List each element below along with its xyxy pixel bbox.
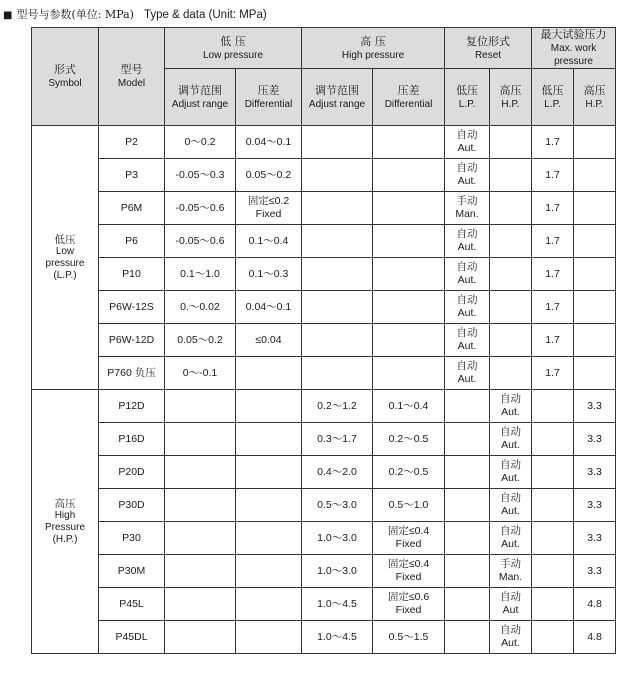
high-diff-cell — [373, 489, 445, 522]
reset-mode-cn: 自动 — [456, 261, 478, 273]
cell-value: P30 — [122, 531, 141, 544]
group-label-en: High — [54, 509, 76, 521]
cell-value: 1.7 — [545, 234, 560, 247]
reset-lp-cell — [445, 225, 490, 258]
max-lp-cell — [532, 456, 574, 489]
low-diff-cell — [236, 291, 302, 324]
cell-value: 0.3～1.7 — [317, 432, 357, 445]
reset-mode-cn: 自动 — [500, 426, 522, 438]
max-lp-cell — [532, 192, 574, 225]
reset-mode-en: Aut. — [501, 472, 520, 484]
header-low-adjust: 调节范围 Adjust range — [165, 69, 236, 126]
high-adjust-cell — [302, 225, 373, 258]
model-cell — [99, 225, 165, 258]
low-diff-cell — [236, 456, 302, 489]
low-adjust-cell — [165, 192, 236, 225]
reset-mode-cn: 自动 — [500, 459, 522, 471]
cell-value: 1.0～3.0 — [317, 564, 357, 577]
reset-mode-cn: 自动 — [500, 492, 522, 504]
reset-hp-cell — [490, 126, 532, 159]
max-lp-cell — [532, 621, 574, 654]
cell-value: P6W-12D — [108, 333, 155, 346]
reset-mode-cn: 自动 — [456, 327, 478, 339]
max-hp-cell — [574, 258, 616, 291]
reset-lp-cell — [445, 159, 490, 192]
low-diff-cell — [236, 522, 302, 555]
table-row — [32, 555, 616, 588]
low-diff-cell — [236, 423, 302, 456]
header-max-lp: 低压 L.P. — [532, 69, 574, 126]
table-row — [32, 489, 616, 522]
model-cell — [99, 390, 165, 423]
max-lp-cell — [532, 225, 574, 258]
cell-line: 0.1～0.4 — [248, 234, 289, 247]
reset-hp-cell — [490, 390, 532, 423]
reset-hp-cell — [490, 522, 532, 555]
high-adjust-cell — [302, 126, 373, 159]
high-diff-cell — [373, 291, 445, 324]
cell-line: 0.04～0.1 — [245, 300, 292, 313]
max-hp-cell — [574, 192, 616, 225]
cell-value: P16D — [118, 432, 145, 445]
header-low-pressure: 低 压 Low pressure — [165, 28, 302, 69]
header-max-pressure: 最大试验压力 Max. work pressure — [532, 28, 616, 69]
cell-value: 4.8 — [587, 630, 602, 643]
model-cell — [99, 258, 165, 291]
cell-value: P45DL — [115, 630, 148, 643]
model-cell — [99, 159, 165, 192]
high-adjust-cell — [302, 588, 373, 621]
high-adjust-cell — [302, 522, 373, 555]
header-low-diff: 压差 Differential — [236, 69, 302, 126]
reset-hp-cell — [490, 225, 532, 258]
header-reset-lp: 低压 L.P. — [445, 69, 490, 126]
high-diff-cell — [373, 621, 445, 654]
table-row — [32, 258, 616, 291]
reset-mode-cn: 自动 — [500, 525, 522, 537]
max-hp-cell — [574, 126, 616, 159]
group-label-abbr: (L.P.) — [53, 269, 77, 281]
cell-line: 固定≤0.2 — [247, 195, 290, 207]
low-diff-cell — [236, 489, 302, 522]
reset-mode-cn: 自动 — [456, 129, 478, 141]
high-adjust-cell — [302, 390, 373, 423]
cell-value: 1.0～4.5 — [317, 630, 357, 643]
reset-hp-cell — [490, 489, 532, 522]
cell-line: 0.1～0.4 — [388, 399, 429, 412]
cell-line: Fixed — [255, 208, 282, 220]
reset-mode-en: Man. — [455, 208, 479, 220]
cell-value: P6W-12S — [109, 300, 154, 313]
high-diff-cell — [373, 390, 445, 423]
high-diff-cell — [373, 456, 445, 489]
cell-value: 1.7 — [545, 168, 560, 181]
high-diff-cell — [373, 324, 445, 357]
table-row — [32, 291, 616, 324]
reset-lp-cell — [445, 456, 490, 489]
max-lp-cell — [532, 555, 574, 588]
high-diff-cell — [373, 225, 445, 258]
header-model: 型号 Model — [99, 28, 165, 126]
reset-hp-cell — [490, 357, 532, 390]
reset-mode-en: Aut. — [457, 175, 477, 187]
reset-mode-cn: 自动 — [456, 294, 478, 306]
cell-value: -0.05～0.6 — [175, 234, 225, 247]
reset-mode-en: Aut. — [501, 406, 520, 418]
cell-line: 0.1～0.3 — [248, 267, 289, 280]
table-row — [32, 621, 616, 654]
table-row — [32, 456, 616, 489]
low-adjust-cell — [165, 291, 236, 324]
low-adjust-cell — [165, 555, 236, 588]
cell-line: 0.2～0.5 — [388, 432, 429, 445]
cell-line: 固定≤0.6 — [387, 591, 430, 603]
max-hp-cell — [574, 324, 616, 357]
max-hp-cell — [574, 522, 616, 555]
cell-value: 3.3 — [587, 432, 602, 445]
reset-lp-cell — [445, 489, 490, 522]
reset-lp-cell — [445, 126, 490, 159]
high-diff-cell — [373, 522, 445, 555]
high-adjust-cell — [302, 258, 373, 291]
model-cell — [99, 126, 165, 159]
table-row — [32, 357, 616, 390]
reset-lp-cell — [445, 588, 490, 621]
table-row — [32, 522, 616, 555]
high-diff-cell — [373, 192, 445, 225]
low-diff-cell — [236, 324, 302, 357]
cell-value: P20D — [118, 465, 145, 478]
group-label-abbr: (H.P.) — [52, 533, 78, 545]
reset-mode-en: Aut — [502, 604, 519, 616]
reset-hp-cell — [490, 555, 532, 588]
reset-mode-en: Aut. — [457, 241, 477, 253]
low-adjust-cell — [165, 390, 236, 423]
reset-mode-en: Aut. — [501, 538, 520, 550]
reset-lp-cell — [445, 621, 490, 654]
max-lp-cell — [532, 159, 574, 192]
reset-mode-en: Man. — [498, 571, 523, 583]
low-adjust-cell — [165, 588, 236, 621]
low-pressure-group-label — [32, 126, 99, 390]
group-label-en: Low — [55, 245, 75, 257]
header-reset: 复位形式 Reset — [445, 28, 532, 69]
model-cell — [99, 621, 165, 654]
cell-line: 0.04～0.1 — [245, 135, 292, 148]
low-diff-cell — [236, 225, 302, 258]
high-adjust-cell — [302, 159, 373, 192]
low-adjust-cell — [165, 324, 236, 357]
reset-mode-cn: 自动 — [456, 228, 478, 240]
max-lp-cell — [532, 291, 574, 324]
table-row — [32, 159, 616, 192]
cell-value: P760 负压 — [107, 366, 156, 379]
model-cell — [99, 291, 165, 324]
table-row — [32, 390, 616, 423]
cell-value: 1.7 — [545, 333, 560, 346]
low-adjust-cell — [165, 159, 236, 192]
low-diff-cell — [236, 621, 302, 654]
max-hp-cell — [574, 225, 616, 258]
group-label-cn: 低压 — [54, 233, 76, 246]
cell-value: 0.5～3.0 — [317, 498, 357, 511]
high-adjust-cell — [302, 489, 373, 522]
cell-value: 3.3 — [587, 564, 602, 577]
table-row — [32, 423, 616, 456]
title-cn: 型号与参数(单位: MPa) — [16, 8, 134, 21]
model-cell — [99, 192, 165, 225]
header-high-adjust: 调节范围 Adjust range — [302, 69, 373, 126]
reset-lp-cell — [445, 291, 490, 324]
high-adjust-cell — [302, 423, 373, 456]
low-diff-cell — [236, 159, 302, 192]
cell-line: 固定≤0.4 — [387, 558, 430, 570]
max-hp-cell — [574, 390, 616, 423]
reset-hp-cell — [490, 291, 532, 324]
cell-line: Fixed — [395, 604, 422, 616]
model-cell — [99, 555, 165, 588]
high-adjust-cell — [302, 621, 373, 654]
reset-lp-cell — [445, 192, 490, 225]
reset-lp-cell — [445, 324, 490, 357]
low-adjust-cell — [165, 522, 236, 555]
high-diff-cell — [373, 159, 445, 192]
reset-lp-cell — [445, 258, 490, 291]
cell-value: 0.1～1.0 — [180, 267, 220, 280]
low-diff-cell — [236, 126, 302, 159]
section-title — [3, 6, 267, 22]
low-diff-cell — [236, 258, 302, 291]
max-hp-cell — [574, 423, 616, 456]
low-diff-cell — [236, 357, 302, 390]
model-cell — [99, 522, 165, 555]
cell-value: 0～0.2 — [184, 135, 216, 148]
reset-mode-cn: 自动 — [456, 360, 478, 372]
max-lp-cell — [532, 390, 574, 423]
reset-hp-cell — [490, 258, 532, 291]
spec-table — [31, 27, 616, 654]
reset-hp-cell — [490, 159, 532, 192]
high-diff-cell — [373, 258, 445, 291]
high-adjust-cell — [302, 456, 373, 489]
high-adjust-cell — [302, 324, 373, 357]
reset-hp-cell — [490, 588, 532, 621]
cell-line: 0.05～0.2 — [245, 168, 292, 181]
cell-line: 0.2～0.5 — [388, 465, 429, 478]
max-hp-cell — [574, 159, 616, 192]
low-adjust-cell — [165, 357, 236, 390]
reset-hp-cell — [490, 621, 532, 654]
max-hp-cell — [574, 456, 616, 489]
reset-mode-cn: 自动 — [500, 591, 522, 603]
cell-value: 1.7 — [545, 366, 560, 379]
reset-mode-cn: 自动 — [500, 393, 522, 405]
cell-value: P2 — [125, 135, 138, 148]
high-diff-cell — [373, 423, 445, 456]
max-lp-cell — [532, 126, 574, 159]
low-adjust-cell — [165, 258, 236, 291]
group-label-en: pressure — [45, 257, 85, 269]
max-hp-cell — [574, 621, 616, 654]
reset-mode-cn: 手动 — [500, 558, 522, 570]
low-adjust-cell — [165, 225, 236, 258]
cell-value: 0.05～0.2 — [177, 333, 223, 346]
cell-value: -0.05～0.3 — [175, 168, 225, 181]
low-diff-cell — [236, 390, 302, 423]
cell-value: P6 — [125, 234, 138, 247]
cell-value: -0.05～0.6 — [175, 201, 225, 214]
low-adjust-cell — [165, 126, 236, 159]
model-cell — [99, 588, 165, 621]
high-adjust-cell — [302, 357, 373, 390]
reset-mode-en: Aut. — [457, 274, 477, 286]
low-diff-cell — [236, 192, 302, 225]
max-lp-cell — [532, 522, 574, 555]
low-adjust-cell — [165, 423, 236, 456]
cell-line: 0.5～1.0 — [388, 498, 429, 511]
high-adjust-cell — [302, 555, 373, 588]
cell-value: 0.2～1.2 — [317, 399, 357, 412]
header-max-hp: 高压 H.P. — [574, 69, 616, 126]
cell-value: 0.～0.02 — [180, 300, 220, 313]
cell-value: 1.0～4.5 — [317, 597, 357, 610]
reset-mode-en: Aut. — [457, 340, 477, 352]
max-lp-cell — [532, 258, 574, 291]
reset-mode-cn: 自动 — [500, 624, 522, 636]
cell-line: 0.5～1.5 — [388, 630, 429, 643]
bullet-square-icon: ■ — [3, 10, 13, 21]
model-cell — [99, 456, 165, 489]
table-row — [32, 126, 616, 159]
reset-mode-en: Aut. — [501, 637, 520, 649]
reset-hp-cell — [490, 456, 532, 489]
reset-mode-en: Aut. — [457, 373, 477, 385]
reset-lp-cell — [445, 390, 490, 423]
max-lp-cell — [532, 324, 574, 357]
cell-value: 3.3 — [587, 498, 602, 511]
header-high-pressure: 高 压 High pressure — [302, 28, 445, 69]
cell-value: 3.3 — [587, 531, 602, 544]
low-adjust-cell — [165, 489, 236, 522]
reset-mode-en: Aut. — [501, 505, 520, 517]
header-reset-hp: 高压 H.P. — [490, 69, 532, 126]
reset-lp-cell — [445, 522, 490, 555]
low-diff-cell — [236, 555, 302, 588]
header-symbol: 形式 Symbol — [32, 28, 99, 126]
cell-value: P10 — [122, 267, 141, 280]
high-adjust-cell — [302, 291, 373, 324]
table-row — [32, 225, 616, 258]
cell-line: Fixed — [395, 571, 422, 583]
reset-lp-cell — [445, 423, 490, 456]
max-hp-cell — [574, 357, 616, 390]
table-row — [32, 324, 616, 357]
high-diff-cell — [373, 357, 445, 390]
header-high-diff: 压差 Differential — [373, 69, 445, 126]
reset-mode-en: Aut. — [501, 439, 520, 451]
reset-mode-cn: 自动 — [456, 162, 478, 174]
high-pressure-group-label — [32, 390, 99, 654]
cell-line: 固定≤0.4 — [387, 525, 430, 537]
high-diff-cell — [373, 126, 445, 159]
low-adjust-cell — [165, 456, 236, 489]
high-adjust-cell — [302, 192, 373, 225]
reset-hp-cell — [490, 192, 532, 225]
table-row — [32, 192, 616, 225]
cell-value: 1.7 — [545, 300, 560, 313]
reset-hp-cell — [490, 324, 532, 357]
cell-value: 0.4～2.0 — [317, 465, 357, 478]
cell-value: 3.3 — [587, 465, 602, 478]
reset-hp-cell — [490, 423, 532, 456]
max-hp-cell — [574, 588, 616, 621]
max-hp-cell — [574, 555, 616, 588]
reset-mode-en: Aut. — [457, 142, 477, 154]
reset-lp-cell — [445, 357, 490, 390]
max-hp-cell — [574, 489, 616, 522]
cell-value: 1.7 — [545, 135, 560, 148]
model-cell — [99, 357, 165, 390]
cell-value: 4.8 — [587, 597, 602, 610]
cell-value: 1.0～3.0 — [317, 531, 357, 544]
model-cell — [99, 423, 165, 456]
max-lp-cell — [532, 357, 574, 390]
cell-value: 1.7 — [545, 201, 560, 214]
cell-value: P45L — [119, 597, 144, 610]
group-label-en: Pressure — [44, 521, 85, 533]
low-diff-cell — [236, 588, 302, 621]
max-lp-cell — [532, 423, 574, 456]
title-en: Type & data (Unit: MPa) — [143, 9, 267, 21]
max-lp-cell — [532, 588, 574, 621]
cell-value: P30M — [117, 564, 146, 577]
cell-value: 0～-0.1 — [182, 366, 218, 379]
cell-value: P30D — [118, 498, 145, 511]
cell-value: 3.3 — [587, 399, 602, 412]
high-diff-cell — [373, 555, 445, 588]
group-label-cn: 高压 — [54, 497, 76, 510]
cell-value: P3 — [125, 168, 138, 181]
model-cell — [99, 489, 165, 522]
low-adjust-cell — [165, 621, 236, 654]
cell-line: Fixed — [395, 538, 422, 550]
cell-value: P6M — [120, 201, 143, 214]
max-lp-cell — [532, 489, 574, 522]
cell-value: P12D — [118, 399, 145, 412]
reset-mode-en: Aut. — [457, 307, 477, 319]
table-row — [32, 588, 616, 621]
reset-mode-cn: 手动 — [456, 195, 478, 207]
cell-value: 1.7 — [545, 267, 560, 280]
reset-lp-cell — [445, 555, 490, 588]
high-diff-cell — [373, 588, 445, 621]
cell-line: ≤0.04 — [255, 333, 282, 346]
max-hp-cell — [574, 291, 616, 324]
model-cell — [99, 324, 165, 357]
